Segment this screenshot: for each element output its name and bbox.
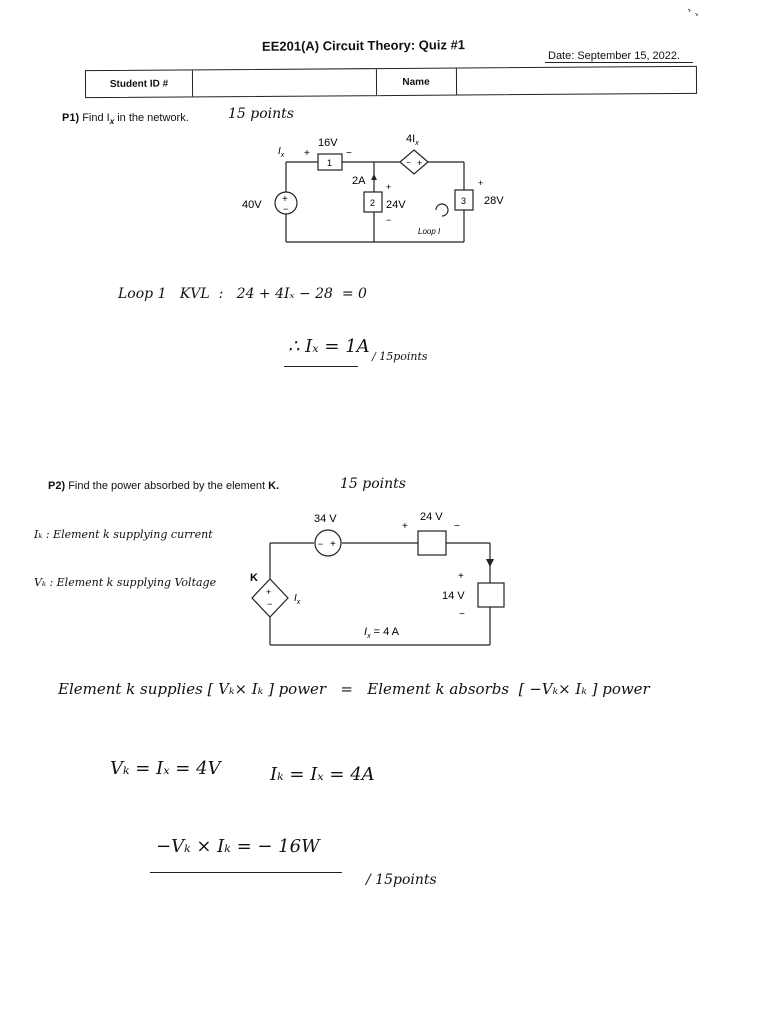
p2-14v-plus: + bbox=[458, 571, 464, 582]
p2-points: 15 points bbox=[340, 476, 406, 492]
p1-kvl-work: Loop 1 KVL : 24 + 4Iₓ − 28 = 0 bbox=[118, 286, 367, 302]
p1-4ix: 4I bbox=[406, 133, 416, 145]
p1-voltage-source-40v bbox=[275, 192, 297, 214]
p1-current-arrow bbox=[371, 174, 377, 180]
p2-24v-plus: + bbox=[402, 521, 408, 532]
p1-label-2a: 2A bbox=[352, 175, 366, 187]
p1-element-2-label: 2 bbox=[370, 198, 376, 208]
p1-score: / 15points bbox=[372, 350, 428, 363]
p1-text: Find I bbox=[82, 112, 110, 124]
p1-label-28v: 28V bbox=[484, 195, 504, 207]
p1-loop-label: Loop I bbox=[418, 227, 441, 236]
p2-24v-minus: − bbox=[454, 521, 460, 532]
p1-label: P1) bbox=[62, 112, 80, 124]
p2-question bbox=[48, 480, 279, 492]
p1-answer: ∴ Iₓ = 1A bbox=[288, 336, 370, 357]
p2-34v-plus: + bbox=[330, 539, 336, 550]
p2-k-label: K bbox=[250, 572, 258, 584]
p2-label: P2) bbox=[48, 480, 66, 492]
quiz-date: Date: September 15, 2022. bbox=[548, 50, 681, 62]
p2-label-24v: 24 V bbox=[420, 511, 443, 523]
p1-dep-plus: + bbox=[417, 158, 423, 168]
p1-dep-label bbox=[406, 133, 419, 147]
p2-score: / 15points bbox=[366, 872, 437, 888]
p1-label-40v: 40V bbox=[242, 199, 262, 211]
p2-element-14v bbox=[478, 583, 504, 607]
p2-circuit bbox=[240, 505, 520, 650]
p1-ix-label bbox=[278, 146, 285, 159]
p1-loop-arrow-icon bbox=[436, 204, 448, 216]
p1-4ix-sub: x bbox=[415, 140, 419, 147]
p2-note-vk: Vₖ : Element k supplying Voltage bbox=[34, 576, 217, 589]
student-id-label: Student ID # bbox=[86, 70, 193, 97]
p2-element-k bbox=[252, 579, 288, 617]
p1-label-24v: 24V bbox=[386, 199, 406, 211]
p1-element-3-label: 3 bbox=[461, 196, 467, 206]
corner-mark: ˺ ˺ bbox=[680, 5, 701, 27]
p2-14v-minus: − bbox=[459, 609, 465, 620]
p2-note-ik: Iₖ : Element k supplying current bbox=[34, 528, 213, 541]
student-id-field bbox=[192, 69, 377, 96]
p1-24v-minus: − bbox=[386, 215, 392, 225]
p2-power-equation: Element k supplies [ Vₖ× Iₖ ] power = Element k absorbs [ −Vₖ× Iₖ ] power bbox=[58, 680, 650, 698]
p2-ix4-label bbox=[364, 626, 400, 640]
name-label: Name bbox=[376, 69, 457, 96]
p1-ix: I bbox=[278, 146, 281, 157]
p2-ix4-sub: x bbox=[367, 633, 371, 640]
p1-24v-plus: + bbox=[386, 182, 392, 192]
page-title: EE201(A) Circuit Theory: Quiz #1 bbox=[261, 37, 466, 54]
p2-ix-label bbox=[294, 593, 301, 606]
p1-circuit bbox=[230, 128, 520, 248]
p1-28v-plus: + bbox=[478, 178, 484, 188]
p1-dependent-source bbox=[400, 150, 428, 174]
p2-34v-minus: − bbox=[318, 539, 324, 549]
p2-answer: −Vₖ × Iₖ = − 16W bbox=[156, 836, 320, 857]
p2-k-plus: + bbox=[266, 587, 272, 597]
p1-label-16v: 16V bbox=[318, 137, 338, 149]
p1-16v-minus: − bbox=[346, 148, 352, 159]
p2-ix4-tail: = 4 A bbox=[370, 626, 400, 638]
p1-src-plus: + bbox=[282, 194, 288, 205]
p2-ix: I bbox=[294, 593, 297, 604]
p2-k-minus: − bbox=[267, 599, 273, 609]
p2-current-arrow bbox=[486, 559, 494, 567]
p2-ix-sub: x bbox=[296, 599, 301, 606]
p2-ik-work: Iₖ = Iₓ = 4A bbox=[270, 764, 375, 785]
p1-element-1-label: 1 bbox=[327, 158, 333, 168]
p2-label-34v: 34 V bbox=[314, 513, 337, 525]
p2-vk-work: Vₖ = Iₓ = 4V bbox=[110, 758, 221, 779]
p1-text-sub: x bbox=[109, 117, 115, 127]
p2-element-24v bbox=[418, 531, 446, 555]
name-field bbox=[456, 67, 696, 95]
student-info-table bbox=[85, 66, 697, 98]
p1-16v-plus: + bbox=[304, 148, 310, 159]
p1-text-tail: in the network. bbox=[114, 112, 189, 124]
p1-question bbox=[62, 112, 189, 126]
p2-text-bold: K. bbox=[268, 480, 280, 492]
p2-text: Find the power absorbed by the element bbox=[68, 480, 269, 492]
p1-points: 15 points bbox=[228, 106, 294, 122]
p1-answer-underline bbox=[284, 366, 358, 367]
p2-answer-underline bbox=[150, 872, 342, 873]
date-underline bbox=[545, 62, 693, 63]
p1-ix-sub: x bbox=[280, 152, 285, 159]
p1-src-minus: − bbox=[283, 204, 289, 214]
p2-label-14v: 14 V bbox=[442, 590, 465, 602]
p2-ix4: I bbox=[364, 626, 368, 638]
p1-dep-minus: − bbox=[406, 158, 411, 167]
